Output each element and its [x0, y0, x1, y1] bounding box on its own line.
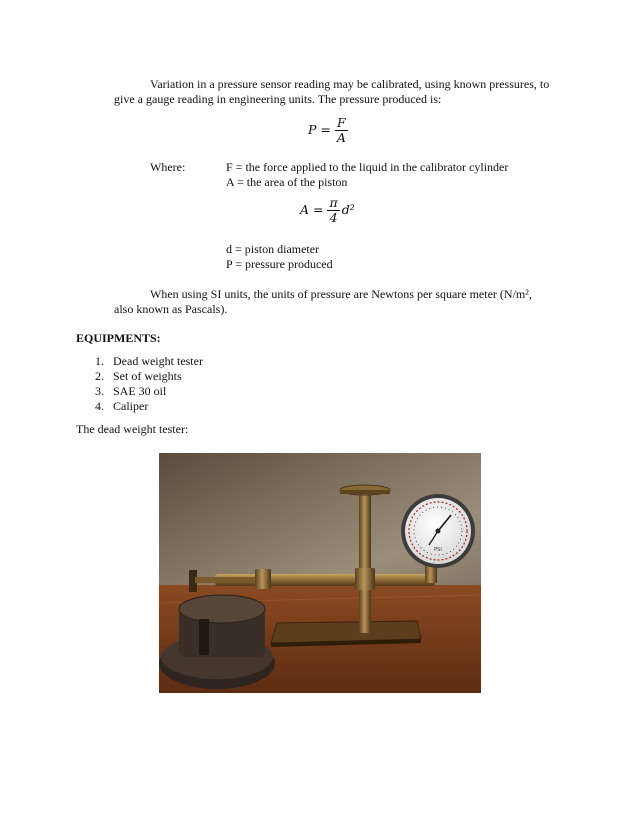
dead-weight-tester-photo: [159, 453, 481, 693]
intro-line-1: Variation in a pressure sensor reading may be calibrated, using known pressures, to: [150, 77, 550, 91]
equation-lhs: P =: [308, 122, 331, 137]
intro-line-2: give a gauge reading in engineering units. The pressure produced is:: [114, 92, 442, 106]
gauge-unit-label: PSI: [434, 547, 442, 553]
diameter-definition: d = piston diameter: [226, 242, 320, 256]
equipment-list: [95, 354, 203, 414]
list-item: 2. Set of weights: [95, 369, 182, 383]
pressure-equation: [308, 116, 348, 145]
screw-shaft: [195, 577, 255, 583]
fraction-numerator: π: [329, 195, 338, 210]
force-definition: F = the force applied to the liquid in the calibrator cylinder: [226, 160, 509, 174]
equipments-heading: EQUIPMENTS:: [76, 331, 161, 345]
where-label: Where:: [150, 160, 186, 174]
figure-caption: The dead weight tester:: [76, 422, 189, 436]
equation-lhs: A =: [300, 202, 324, 217]
list-item: 1. Dead weight tester: [95, 354, 203, 368]
pi-over-four-fraction: [327, 196, 339, 225]
fraction-denominator: A: [336, 130, 346, 145]
area-definition: A = the area of the piston: [226, 175, 348, 189]
piston-cylinder: [359, 495, 371, 633]
si-line-1: When using SI units, the units of pressure are Newtons per square meter (N/m²,: [150, 287, 532, 301]
gauge-pivot: [436, 529, 441, 534]
pipe-tee: [355, 568, 375, 590]
list-item: 4. Caliper: [95, 399, 149, 413]
diameter-squared: d²: [341, 202, 355, 217]
pump-nut: [255, 569, 271, 589]
fraction-numerator: F: [337, 115, 346, 130]
force-over-area-fraction: [335, 116, 348, 145]
area-equation: [300, 196, 355, 225]
si-line-2: also known as Pascals).: [114, 302, 228, 316]
list-item: 3. SAE 30 oil: [95, 384, 167, 398]
fraction-denominator: 4: [329, 210, 338, 225]
pressure-definition: P = pressure produced: [226, 257, 333, 271]
